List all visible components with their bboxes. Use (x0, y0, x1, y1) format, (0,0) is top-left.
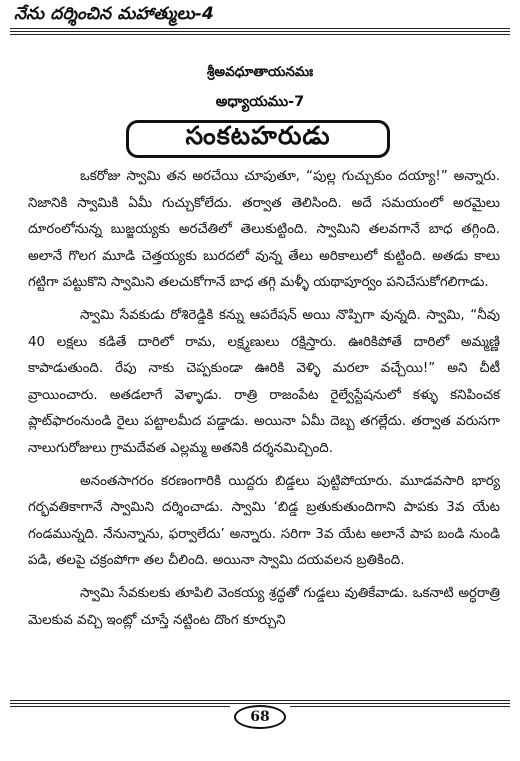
page-number-badge (230, 704, 290, 730)
header-rule (10, 28, 510, 38)
chapter-title-box (126, 120, 390, 158)
paragraph: స్వామి సేవకుడు రోశిరెడ్డికి కన్ను ఆపరేషన్ అయి నొప్పిగా వున్నది. స్వామి, “నీవు 40 లక్షలు కడితే దారిలో రామ, లక్ష్మణులు రక్షిస్తారు. ఊరికిపోతే దారిలో అమ్మణ్ణి కాపాడుతుంది. రేపు నాకు చెప్పకుండా ఊరికి వెళ్ళి మరలా వచ్చేయి!” అని చీటీ వ్రాయించారు. అతడలాగే వెళ్ళాడు. రాత్రి రాజంపేట రైల్వేస్టేషనులో కళ్ళు కనిపించక ప్లాట్‌ఫారంనుండి రైలు పట్టాలమీద పడ్డాడు. అయినా ఏమీ దెబ్బ తగల్లేదు. తర్వాత వరుసగా నాలుగురోజులు గ్రామదేవత ఎల్లమ్మ అతనికి దర్శనమిచ్చింది. (28, 307, 500, 456)
chapter-title: సంకటహరుడు (185, 121, 331, 150)
paragraph: స్వామి సేవకులకు తూపిలి వెంకయ్య శ్రద్ధతో గుడ్డలు వుతికేవాడు. ఒకనాటి అర్ధరాత్రి మెలకువ వచ్చి ఇంట్లో చూస్తే నట్టింట దొంగ కూర్చుని (28, 585, 500, 628)
running-head: నేను దర్శించిన మహాత్ములు-4 (14, 4, 215, 24)
paragraph: అనంతసాగరం కరణంగారికి యిద్దరు బిడ్డలు పుట్టిపోయారు. మూడవసారి భార్య గర్భవతికాగానే స్వామిని దర్శించాడు. స్వామి ‘బిడ్డ బ్రతుకుతుందిగాని పాపకు 3వ యేట గండమున్నది. నేనున్నాను, ఫర్వాలేదు’ అన్నారు. సరిగా 3వ యేట అలానే పాప బండి నుండి పడి, తలపై చక్రంపోగా తల చీలింది. అయినా స్వామి దయవలన బ్రతికింది. (28, 473, 500, 569)
paragraph: ఒకరోజు స్వామి తన అరచేయి చూపుతూ, “పుల్ల గుచ్చుకుం దయ్యా!” అన్నారు. నిజానికి స్వామికి ఏమీ గుచ్చుకోలేదు. తర్వాత తెలిసింది. అదే సమయంలో అరమైలు దూరంలోనున్న బుజ్జయ్యకు అరచేతిలో తెలుకుట్టింది. స్వామిని తలవగానే బాధ తగ్గింది. అలానే గొలగ మూడి చెత్తయ్యకు బురదలో వున్న తేలు అరికాలులో కుట్టింది. అతడు కాలు గట్టిగా పట్టుకొని స్వామిని తలచుకోగానే బాధ తగ్గి మళ్ళీ యథాపూర్వం పనిచేసుకోగలిగాడు. (28, 169, 500, 291)
invocation: శ్రీఅవధూతాయనమః (206, 64, 314, 80)
chapter-label: అధ్యాయము-7 (215, 94, 305, 110)
body-text (28, 164, 500, 640)
page-number: 68 (234, 705, 286, 729)
